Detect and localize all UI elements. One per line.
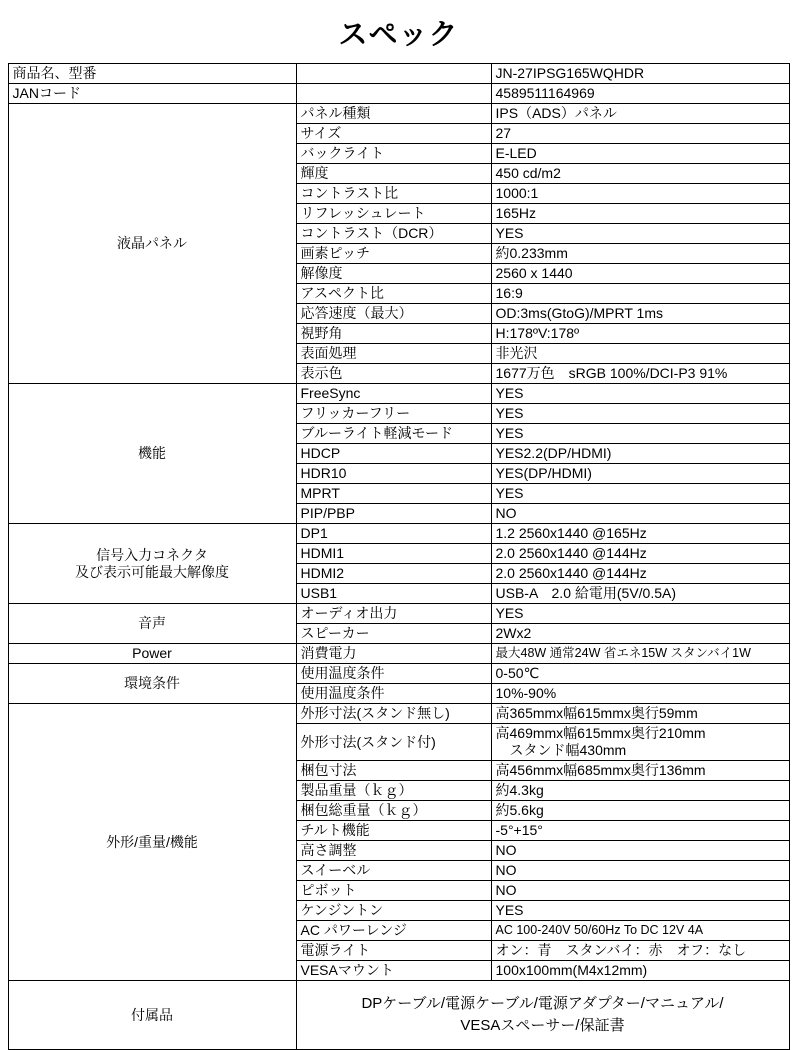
- spec-label-cell: 表面処理: [296, 344, 491, 364]
- category-cell: 液晶パネル: [8, 104, 296, 384]
- spec-value-cell: 2.0 2560x1440 @144Hz: [491, 544, 789, 564]
- spec-value-cell: 2560 x 1440: [491, 264, 789, 284]
- spec-value-cell: IPS（ADS）パネル: [491, 104, 789, 124]
- spec-label-cell: ケンジントン: [296, 901, 491, 921]
- category-cell: 商品名、型番: [8, 64, 296, 84]
- spec-value-cell: 0-50℃: [491, 664, 789, 684]
- spec-label-cell: 製品重量（ｋｇ）: [296, 781, 491, 801]
- category-cell: 信号入力コネクタ 及び表示可能最大解像度: [8, 524, 296, 604]
- spec-label-cell: VESAマウント: [296, 961, 491, 981]
- spec-value-cell: YES: [491, 604, 789, 624]
- spec-label-cell: HDR10: [296, 464, 491, 484]
- spec-label-cell: HDMI2: [296, 564, 491, 584]
- spec-value-cell: NO: [491, 504, 789, 524]
- spec-value-cell: USB-A 2.0 給電用(5V/0.5A): [491, 584, 789, 604]
- table-row: [8, 384, 789, 404]
- spec-label-cell: 梱包総重量（ｋｇ）: [296, 801, 491, 821]
- spec-label-cell: 輝度: [296, 164, 491, 184]
- spec-value-cell: 約5.6kg: [491, 801, 789, 821]
- spec-value-cell: 1.2 2560x1440 @165Hz: [491, 524, 789, 544]
- spec-value-cell: YES: [491, 424, 789, 444]
- spec-value-cell: 450 cd/m2: [491, 164, 789, 184]
- spec-label-cell: DP1: [296, 524, 491, 544]
- table-row: [8, 664, 789, 684]
- spec-label-cell: 表示色: [296, 364, 491, 384]
- category-cell: 環境条件: [8, 664, 296, 704]
- spec-label-cell: フリッカーフリー: [296, 404, 491, 424]
- spec-label-cell: チルト機能: [296, 821, 491, 841]
- table-row: [8, 604, 789, 624]
- spec-label-cell: オーディオ出力: [296, 604, 491, 624]
- spec-label-cell: 使用温度条件: [296, 684, 491, 704]
- category-cell: Power: [8, 644, 296, 664]
- spec-value-cell: 16:9: [491, 284, 789, 304]
- spec-value-cell: YES: [491, 901, 789, 921]
- spec-label-cell: コントラスト比: [296, 184, 491, 204]
- table-row: [8, 104, 789, 124]
- spec-value-cell: 1000:1: [491, 184, 789, 204]
- spec-label-cell: ピボット: [296, 881, 491, 901]
- spec-label-cell: 視野角: [296, 324, 491, 344]
- category-cell: 音声: [8, 604, 296, 644]
- spec-label-cell: アスペクト比: [296, 284, 491, 304]
- spec-label-cell: 解像度: [296, 264, 491, 284]
- spec-value-cell: OD:3ms(GtoG)/MPRT 1ms: [491, 304, 789, 324]
- spec-value-cell: 2Wx2: [491, 624, 789, 644]
- spec-label-cell: 消費電力: [296, 644, 491, 664]
- spec-label-cell: FreeSync: [296, 384, 491, 404]
- spec-label-cell: MPRT: [296, 484, 491, 504]
- spec-label-cell: コントラスト（DCR）: [296, 224, 491, 244]
- spec-table: [8, 63, 790, 1050]
- spec-value-cell: 10%-90%: [491, 684, 789, 704]
- spec-value-cell: YES: [491, 404, 789, 424]
- spec-value-cell: 高456mmx幅685mmx奥行136mm: [491, 761, 789, 781]
- spec-value-cell: JN-27IPSG165WQHDR: [491, 64, 789, 84]
- spec-value-cell: DPケーブル/電源ケーブル/電源アダプター/マニュアル/ VESAスペーサー/保証書: [296, 981, 789, 1050]
- spec-value-cell: E-LED: [491, 144, 789, 164]
- table-row: [8, 704, 789, 724]
- category-cell: JANコード: [8, 84, 296, 104]
- spec-label-cell: ブルーライト軽減モード: [296, 424, 491, 444]
- spec-value-cell: 最大48W 通常24W 省エネ15W スタンバイ1W: [491, 644, 789, 664]
- spec-label-cell: USB1: [296, 584, 491, 604]
- spec-value-cell: 165Hz: [491, 204, 789, 224]
- table-row: [8, 524, 789, 544]
- spec-value-cell: 約4.3kg: [491, 781, 789, 801]
- spec-value-cell: YES: [491, 384, 789, 404]
- spec-label-cell: スピーカー: [296, 624, 491, 644]
- empty-cell: [296, 64, 491, 84]
- category-cell: 付属品: [8, 981, 296, 1050]
- spec-label-cell: バックライト: [296, 144, 491, 164]
- table-row: [8, 64, 789, 84]
- spec-value-cell: -5°+15°: [491, 821, 789, 841]
- table-row: [8, 644, 789, 664]
- spec-label-cell: 外形寸法(スタンド付): [296, 724, 491, 761]
- spec-label-cell: スイーベル: [296, 861, 491, 881]
- spec-value-cell: NO: [491, 841, 789, 861]
- spec-label-cell: 応答速度（最大）: [296, 304, 491, 324]
- table-row: [8, 981, 789, 1050]
- spec-value-cell: AC 100-240V 50/60Hz To DC 12V 4A: [491, 921, 789, 941]
- spec-value-cell: 100x100mm(M4x12mm): [491, 961, 789, 981]
- spec-value-cell: 4589511164969: [491, 84, 789, 104]
- category-cell: 外形/重量/機能: [8, 704, 296, 981]
- spec-label-cell: 梱包寸法: [296, 761, 491, 781]
- spec-value-cell: 高469mmx幅615mmx奥行210mm スタンド幅430mm: [491, 724, 789, 761]
- empty-cell: [296, 84, 491, 104]
- spec-value-cell: NO: [491, 861, 789, 881]
- spec-label-cell: AC パワーレンジ: [296, 921, 491, 941]
- spec-value-cell: 27: [491, 124, 789, 144]
- spec-value-cell: 2.0 2560x1440 @144Hz: [491, 564, 789, 584]
- page-title: スペック: [338, 19, 459, 51]
- spec-value-cell: 高365mmx幅615mmx奥行59mm: [491, 704, 789, 724]
- spec-label-cell: サイズ: [296, 124, 491, 144]
- spec-value-cell: 非光沢: [491, 344, 789, 364]
- spec-label-cell: PIP/PBP: [296, 504, 491, 524]
- spec-label-cell: パネル種類: [296, 104, 491, 124]
- spec-label-cell: HDCP: [296, 444, 491, 464]
- spec-label-cell: 高さ調整: [296, 841, 491, 861]
- spec-label-cell: HDMI1: [296, 544, 491, 564]
- spec-label-cell: 外形寸法(スタンド無し): [296, 704, 491, 724]
- spec-value-cell: YES2.2(DP/HDMI): [491, 444, 789, 464]
- spec-value-cell: 1677万色 sRGB 100%/DCI-P3 91%: [491, 364, 789, 384]
- spec-value-cell: YES(DP/HDMI): [491, 464, 789, 484]
- table-row: [8, 84, 789, 104]
- spec-label-cell: 電源ライト: [296, 941, 491, 961]
- category-cell: 機能: [8, 384, 296, 524]
- spec-value-cell: オン：青 スタンバイ：赤 オフ：なし: [491, 941, 789, 961]
- spec-value-cell: YES: [491, 484, 789, 504]
- spec-value-cell: H:178ºV:178º: [491, 324, 789, 344]
- spec-value-cell: NO: [491, 881, 789, 901]
- spec-label-cell: リフレッシュレート: [296, 204, 491, 224]
- spec-label-cell: 使用温度条件: [296, 664, 491, 684]
- spec-value-cell: 約0.233mm: [491, 244, 789, 264]
- spec-value-cell: YES: [491, 224, 789, 244]
- spec-label-cell: 画素ピッチ: [296, 244, 491, 264]
